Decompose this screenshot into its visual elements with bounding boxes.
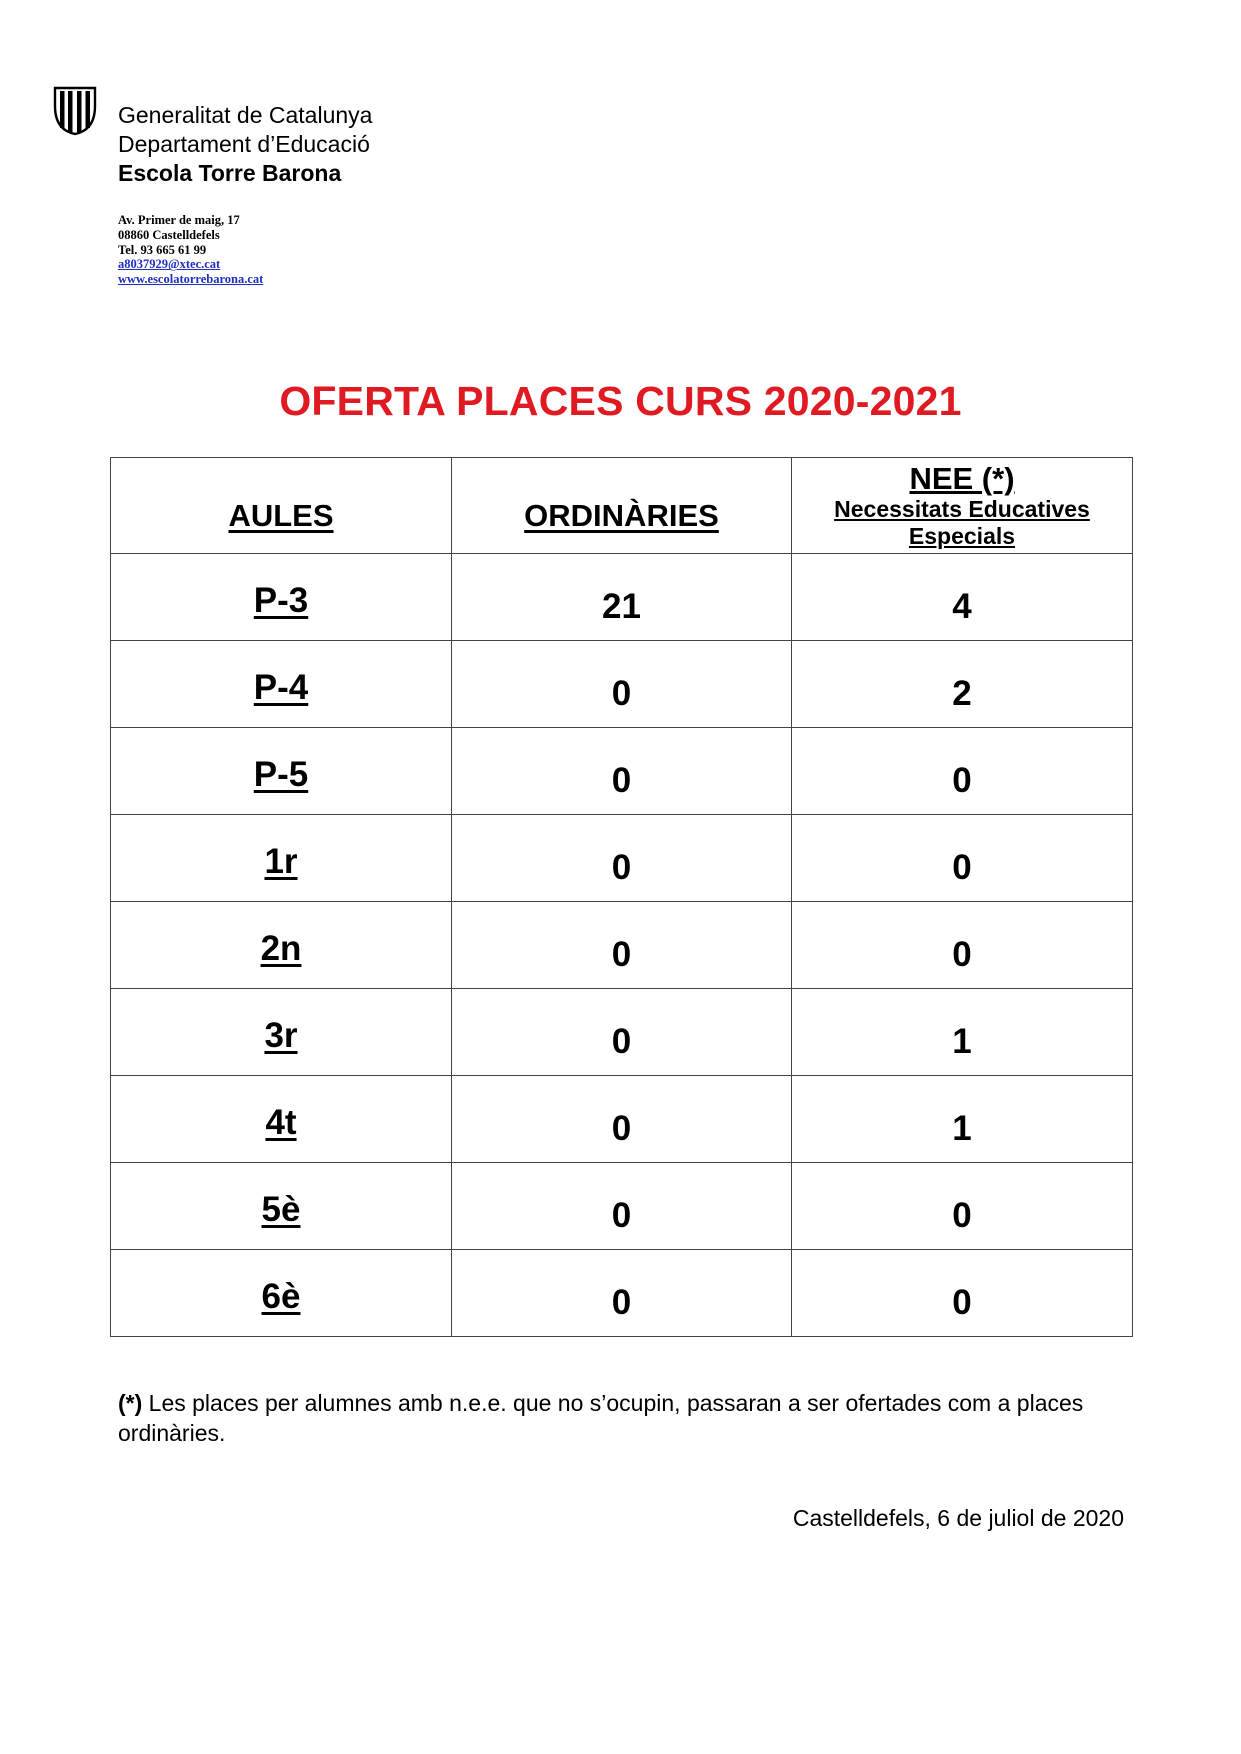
nee-cell: 0 <box>952 935 972 974</box>
generalitat-logo-icon <box>52 86 98 136</box>
ordinaries-cell: 0 <box>611 674 632 713</box>
address-city: 08860 Castelldefels <box>118 227 220 242</box>
places-table <box>110 457 1133 1337</box>
table-row <box>111 1076 1133 1163</box>
table-header-row <box>111 458 1133 554</box>
table-row <box>111 641 1133 728</box>
ordinaries-cell: 0 <box>611 935 632 974</box>
aula-cell: P-5 <box>253 755 309 794</box>
page-title: OFERTA PLACES CURS 2020-2021 <box>279 378 962 424</box>
table-row <box>111 815 1133 902</box>
aula-cell: 1r <box>264 842 298 881</box>
nee-cell: 0 <box>952 1283 972 1322</box>
address-phone: Tel. 93 665 61 99 <box>118 242 207 257</box>
aula-cell: 4t <box>265 1103 297 1142</box>
header-cell-nee <box>792 458 1133 554</box>
nee-cell: 1 <box>952 1109 972 1148</box>
footnote-marker: (*) <box>118 1390 143 1416</box>
institution-header <box>118 101 372 188</box>
aula-cell: P-4 <box>253 668 309 707</box>
address-street: Av. Primer de maig, 17 <box>118 213 240 227</box>
school-name: Escola Torre Barona <box>118 160 342 186</box>
ordinaries-cell: 0 <box>611 1022 632 1061</box>
ordinaries-cell: 0 <box>611 1109 632 1148</box>
column-header-nee-sub1: Necessitats Educatives <box>834 495 1090 522</box>
table-row <box>111 1163 1133 1250</box>
nee-cell: 0 <box>952 848 972 887</box>
ordinaries-cell: 21 <box>602 587 641 626</box>
table-row <box>111 989 1133 1076</box>
header-cell-ordinaries <box>452 458 792 554</box>
ordinaries-cell: 0 <box>611 761 632 800</box>
aula-cell: 3r <box>264 1016 298 1055</box>
aula-cell: 2n <box>260 929 302 968</box>
column-header-nee-sub2: Especials <box>908 522 1016 549</box>
table-row <box>111 554 1133 641</box>
nee-cell: 0 <box>952 1196 972 1235</box>
ordinaries-cell: 0 <box>611 1283 632 1322</box>
ordinaries-cell: 0 <box>611 1196 632 1235</box>
column-header-aules: AULES <box>228 497 334 533</box>
nee-cell: 2 <box>952 674 972 713</box>
nee-cell: 4 <box>952 587 972 626</box>
aula-cell: 5è <box>261 1190 301 1229</box>
school-address <box>118 213 263 287</box>
column-header-ordinaries: ORDINÀRIES <box>524 497 719 533</box>
table-row <box>111 728 1133 815</box>
footnote <box>118 1388 1118 1448</box>
table-row <box>111 1250 1133 1337</box>
ordinaries-cell: 0 <box>611 848 632 887</box>
nee-cell: 0 <box>952 761 972 800</box>
column-header-nee: NEE (*) <box>909 460 1015 496</box>
website-link[interactable]: www.escolatorrebarona.cat <box>118 272 264 287</box>
header-cell-aules <box>111 458 452 554</box>
place-date: Castelldefels, 6 de juliol de 2020 <box>792 1505 1124 1531</box>
aula-cell: 6è <box>261 1277 301 1316</box>
department-name: Departament d’Educació <box>118 131 370 157</box>
nee-cell: 1 <box>952 1022 972 1061</box>
footnote-text: Les places per alumnes amb n.e.e. que no s’ocupin, passaran a ser ofertades com a places ordinàries. <box>118 1390 1084 1446</box>
table-row <box>111 902 1133 989</box>
email-link[interactable]: a8037929@xtec.cat <box>118 257 221 272</box>
aula-cell: P-3 <box>253 581 309 620</box>
government-name: Generalitat de Catalunya <box>118 102 373 128</box>
